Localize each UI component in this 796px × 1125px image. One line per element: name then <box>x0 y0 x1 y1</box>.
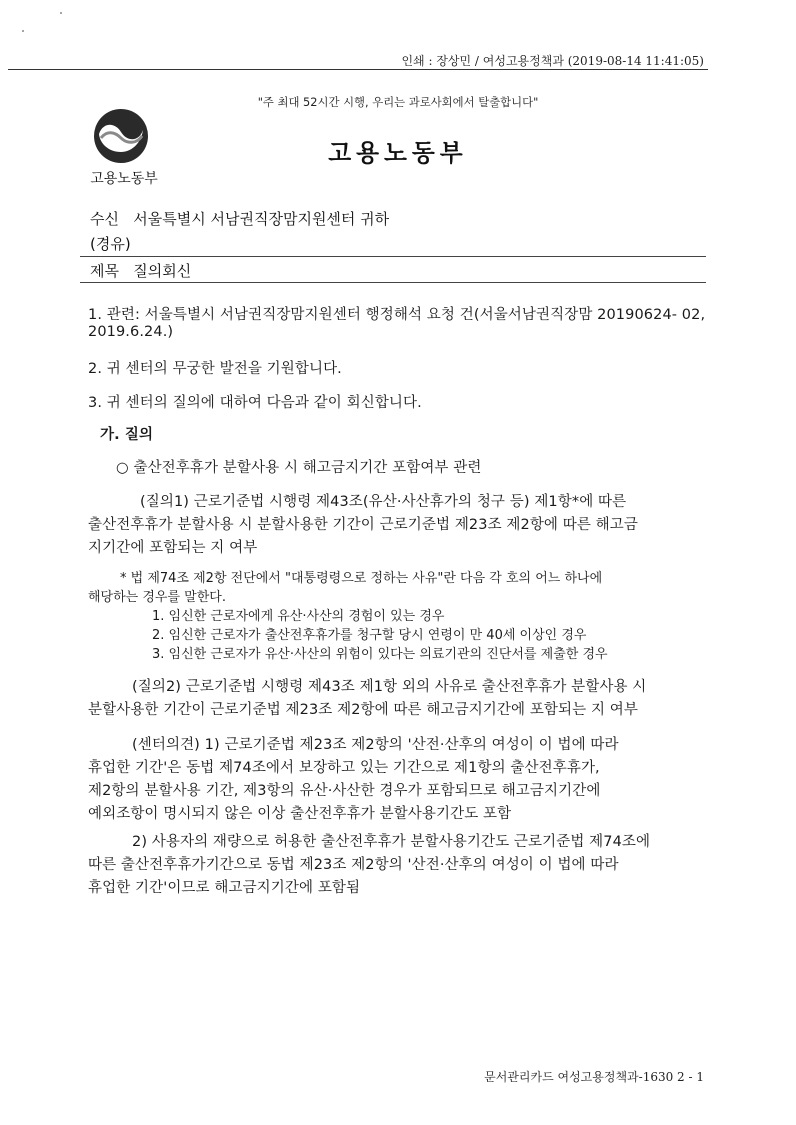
subject-label: 제목 <box>90 262 119 280</box>
subject-row <box>90 260 191 281</box>
note-item-3: 3. 임신한 근로자가 유산·사산의 위험이 있다는 의료기관의 진단서를 제출한 경우 <box>152 647 608 662</box>
item-1-line-2: 2019.6.24.) <box>88 324 174 340</box>
opinion-2-line-2: 따른 출산전후휴가기간으로 동법 제23조 제2항의 '산전·산후의 여성이 이 법에 따라 <box>88 857 619 873</box>
opinion-2-line-1: 2) 사용자의 재량으로 허용한 출산전후휴가 분할사용기간도 근로기준법 제74조에 <box>132 834 651 850</box>
via: (경유) <box>90 235 131 253</box>
header-divider <box>80 282 706 283</box>
scan-speck <box>60 12 62 14</box>
question-1-line-1: (질의1) 근로기준법 시행령 제43조(유산·사산휴가의 청구 등) 제1항*에 따른 <box>140 494 627 510</box>
recipient: 서울특별시 서남권직장맘지원센터 귀하 <box>133 210 390 228</box>
recipient-label: 수신 <box>90 210 119 228</box>
opinion-1-line-1: (센터의견) 1) 근로기준법 제23조 제2항의 '산전·산후의 여성이 이 법에 따라 <box>132 737 619 753</box>
header-divider <box>80 256 706 257</box>
opinion-1-line-2: 휴업한 기간'은 동법 제74조에서 보장하고 있는 기간으로 제1항의 출산전후휴가, <box>88 760 600 776</box>
question-2-line-2: 분할사용한 기간이 근로기준법 제23조 제2항에 따른 해고금지기간에 포함되는 지 여부 <box>88 702 638 718</box>
top-divider <box>8 69 708 70</box>
question-1-line-2: 출산전후휴가 분할사용 시 분할사용한 기간이 근로기준법 제23조 제2항에 따른 해고금 <box>88 517 638 533</box>
item-3: 3. 귀 센터의 질의에 대하여 다음과 같이 회신합니다. <box>88 395 422 411</box>
item-1-line-1: 1. 관련: 서울특별시 서남권직장맘지원센터 행정해석 요청 건(서울서남권직장맘 20190624- 02, <box>88 307 706 323</box>
opinion-2-line-3: 휴업한 기간'이므로 해고금지기간에 포함됨 <box>88 880 361 896</box>
question-1-line-3: 지기간에 포함되는 지 여부 <box>88 540 258 556</box>
note-line-2: 해당하는 경우를 말한다. <box>88 590 226 605</box>
topic: ○ 출산전후휴가 분할사용 시 해고금지기간 포함여부 관련 <box>116 460 482 476</box>
scan-speck <box>22 30 24 32</box>
opinion-1-line-4: 예외조항이 명시되지 않은 이상 출산전후휴가 분할사용기간도 포함 <box>88 806 512 822</box>
note-item-1: 1. 임신한 근로자에게 유산·사산의 경험이 있는 경우 <box>152 609 445 624</box>
question-2-line-1: (질의2) 근로기준법 시행령 제43조 제1항 외의 사유로 출산전후휴가 분할사용 시 <box>132 679 647 695</box>
section-ga: 가. 질의 <box>100 427 154 443</box>
slogan: "주 최대 52시간 시행, 우리는 과로사회에서 탈출합니다" <box>257 95 539 109</box>
footer-doc-card: 문서관리카드 여성고용정책과-1630 2 - 1 <box>484 1070 704 1084</box>
item-2: 2. 귀 센터의 무궁한 발전을 기원합니다. <box>88 361 342 377</box>
logo-text: 고용노동부 <box>90 171 158 187</box>
org-title: 고용노동부 <box>328 139 468 167</box>
recipient-row <box>90 208 389 229</box>
opinion-1-line-3: 제2항의 분할사용 기간, 제3항의 유산·사산한 경우가 포함되므로 해고금지기간에 <box>88 783 601 799</box>
print-info: 인쇄 : 장상민 / 여성고용정책과 (2019-08-14 11:41:05) <box>401 54 704 68</box>
note-line-1: * 법 제74조 제2항 전단에서 "대통령령으로 정하는 사유"란 다음 각 호의 어느 하나에 <box>120 571 603 586</box>
subject: 질의회신 <box>133 262 192 280</box>
note-item-2: 2. 임신한 근로자가 출산전후휴가를 청구할 당시 연령이 만 40세 이상인 경우 <box>152 628 587 643</box>
